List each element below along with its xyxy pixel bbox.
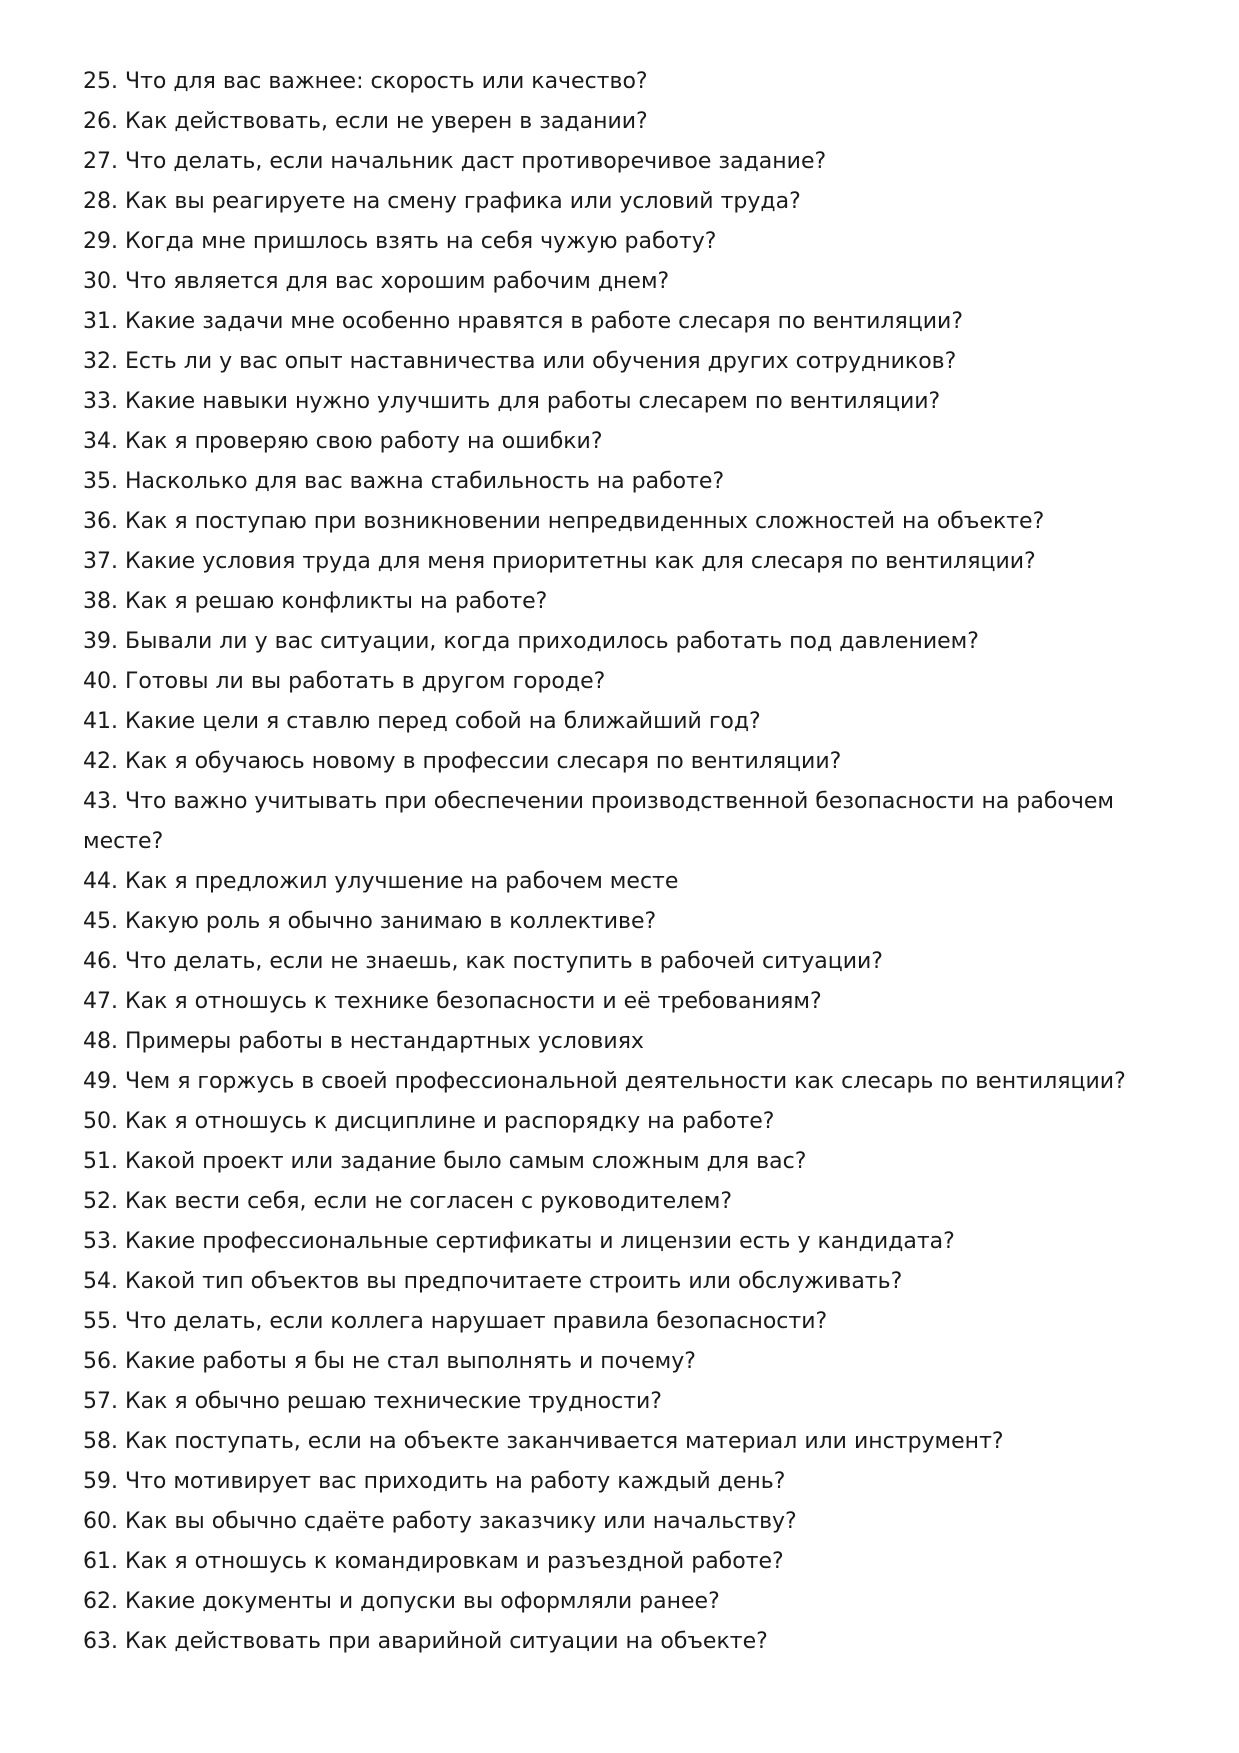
question-item: 42. Как я обучаюсь новому в профессии слесаря по вентиляции? bbox=[83, 749, 842, 774]
question-item: 39. Бывали ли у вас ситуации, когда приходилось работать под давлением? bbox=[83, 629, 979, 654]
question-item: 43. Что важно учитывать при обеспечении производственной безопасности на рабочем месте? bbox=[83, 789, 1114, 854]
question-item: 55. Что делать, если коллега нарушает правила безопасности? bbox=[83, 1309, 828, 1334]
question-item: 48. Примеры работы в нестандартных условиях bbox=[83, 1029, 644, 1054]
question-list bbox=[83, 62, 1143, 1662]
question-item: 57. Как я обычно решаю технические трудности? bbox=[83, 1389, 662, 1414]
question-item: 58. Как поступать, если на объекте заканчивается материал или инструмент? bbox=[83, 1429, 1004, 1454]
question-item: 60. Как вы обычно сдаёте работу заказчику или начальству? bbox=[83, 1509, 797, 1534]
question-item: 53. Какие профессиональные сертификаты и лицензии есть у кандидата? bbox=[83, 1229, 955, 1254]
question-item: 44. Как я предложил улучшение на рабочем месте bbox=[83, 869, 679, 894]
question-item: 54. Какой тип объектов вы предпочитаете строить или обслуживать? bbox=[83, 1269, 903, 1294]
question-item: 63. Как действовать при аварийной ситуации на объекте? bbox=[83, 1629, 768, 1654]
question-item: 26. Как действовать, если не уверен в задании? bbox=[83, 109, 648, 134]
question-item: 27. Что делать, если начальник даст противоречивое задание? bbox=[83, 149, 827, 174]
question-item: 59. Что мотивирует вас приходить на работу каждый день? bbox=[83, 1469, 786, 1494]
question-item: 37. Какие условия труда для меня приоритетны как для слесаря по вентиляции? bbox=[83, 549, 1036, 574]
question-item: 31. Какие задачи мне особенно нравятся в работе слесаря по вентиляции? bbox=[83, 309, 963, 334]
question-item: 47. Как я отношусь к технике безопасности и её требованиям? bbox=[83, 989, 822, 1014]
question-item: 46. Что делать, если не знаешь, как поступить в рабочей ситуации? bbox=[83, 949, 883, 974]
question-item: 33. Какие навыки нужно улучшить для работы слесарем по вентиляции? bbox=[83, 389, 941, 414]
question-item: 36. Как я поступаю при возникновении непредвиденных сложностей на объекте? bbox=[83, 509, 1045, 534]
question-item: 51. Какой проект или задание было самым сложным для вас? bbox=[83, 1149, 807, 1174]
question-item: 28. Как вы реагируете на смену графика или условий труда? bbox=[83, 189, 801, 214]
question-item: 32. Есть ли у вас опыт наставничества или обучения других сотрудников? bbox=[83, 349, 957, 374]
question-item: 62. Какие документы и допуски вы оформляли ранее? bbox=[83, 1589, 720, 1614]
question-item: 45. Какую роль я обычно занимаю в коллективе? bbox=[83, 909, 657, 934]
question-item: 35. Насколько для вас важна стабильность на работе? bbox=[83, 469, 725, 494]
question-item: 40. Готовы ли вы работать в другом городе? bbox=[83, 669, 606, 694]
question-item: 49. Чем я горжусь в своей профессиональной деятельности как слесарь по вентиляции? bbox=[83, 1069, 1126, 1094]
question-item: 38. Как я решаю конфликты на работе? bbox=[83, 589, 548, 614]
question-item: 52. Как вести себя, если не согласен с руководителем? bbox=[83, 1189, 733, 1214]
question-item: 34. Как я проверяю свою работу на ошибки? bbox=[83, 429, 603, 454]
question-item: 56. Какие работы я бы не стал выполнять и почему? bbox=[83, 1349, 696, 1374]
question-item: 29. Когда мне пришлось взять на себя чужую работу? bbox=[83, 229, 717, 254]
question-item: 50. Как я отношусь к дисциплине и распорядку на работе? bbox=[83, 1109, 775, 1134]
question-item: 61. Как я отношусь к командировкам и разъездной работе? bbox=[83, 1549, 784, 1574]
question-item: 41. Какие цели я ставлю перед собой на ближайший год? bbox=[83, 709, 761, 734]
question-item: 25. Что для вас важнее: скорость или качество? bbox=[83, 69, 648, 94]
question-item: 30. Что является для вас хорошим рабочим днем? bbox=[83, 269, 670, 294]
